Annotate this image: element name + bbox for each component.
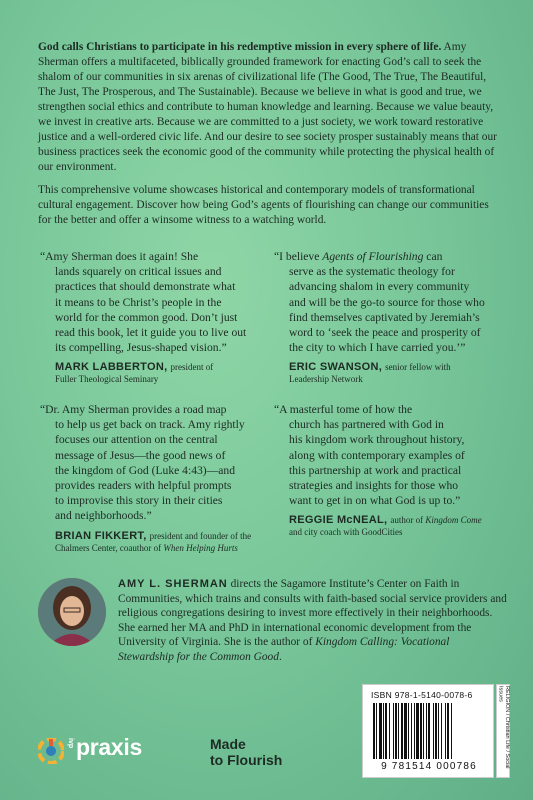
barcode-bar [383,703,384,759]
barcode-bar [408,703,409,759]
author-name: AMY L. SHERMAN [118,578,228,590]
category-note: RELIGION / Christian Life / Social Issues [497,686,510,769]
barcode-bar [376,703,377,759]
barcode-bar [447,703,449,759]
barcode-bar [428,703,430,759]
barcode-bar [398,703,399,759]
barcode-bar [435,703,437,759]
barcode-bar [404,703,407,759]
barcode-bar [411,703,412,759]
barcode-bar [389,703,390,759]
barcode-bar [379,703,382,759]
endorsement-text: “Dr. Amy Sherman provides a road map to help us get back on track. Amy rightly focuses our attention on the central message of Jesus—the good news of the kingdom of God (Luke 4:43)—and provides readers with helpful prompts to improvise this story in their cities and neighborhoods.” [40,403,245,523]
endorsement-swanson [274,249,499,385]
endorsement-labberton [40,249,265,385]
description-body: Amy Sherman offers a multifaceted, biblically grounded framework for enacting God’s call to seek the shalom of our communities in six arenas of civilizational life (The Good, The True, The Beautiful, The Just, The Prosperous, and The Sustainable). Because we believe in what is good and true, we strengthen social ethics and contribute to human knowledge and learning. Because we value beauty, we invest in creative arts. Because we are committed to a just society, we work toward restorative justice and a well-ordered civic life. And our desire to see society prosper sustainably means that our business practices seek the economic good of the community while protecting the physical health of our environment. [38,41,497,173]
endorsement-fikkert [40,402,265,554]
isbn-digits: 9 781514 000786 [381,761,477,772]
praxis-logo: praxis [76,734,142,760]
endorser-signature: MARK LABBERTON, president of Fuller Theological Seminary [55,361,214,385]
author-bio: AMY L. SHERMAN directs the Sagamore Institute’s Center on Faith in Communities, which trains and consults with faith-based social service providers and religious congregations desiring to invest more effectively in their neighborhoods. She earned her MA and PhD in international economic development from the University of Virginia. She is the author of Kingdom Calling: Vocational Stewardship for the Common Good. [118,578,507,663]
author-other-book: Kingdom Calling: Vocational Stewardship for the Common Good [118,636,450,663]
made-to-flourish-logo: Made to Flourish [210,736,283,768]
barcode-bar [393,703,394,759]
ivp-logo-icon [38,738,64,764]
endorser-signature: REGGIE McNEAL, author of Kingdom Come and city coach with GoodCities [289,514,482,538]
barcode-bar [414,703,415,759]
barcode-bar [433,703,434,759]
barcode [371,703,487,759]
barcode-bar [401,703,403,759]
endorser-signature: BRIAN FIKKERT, president and founder of the Chalmers Center, coauthor of When Helping Hurts [55,529,252,553]
barcode-bar [451,703,452,759]
barcode-bar [426,703,427,759]
barcode-bar [385,703,387,759]
barcode-bar [395,703,397,759]
endorser-name: ERIC SWANSON, [289,361,383,374]
description-paragraph [38,40,498,175]
ivp-logo-text: ivp [67,738,74,749]
barcode-bar [441,703,442,759]
isbn-barcode-box [362,684,494,778]
endorsement-text: “Amy Sherman does it again! She lands squarely on critical issues and practices that should demonstrate what it means to be Christ’s people in the world for the common good. Don’t just read this book, let it guide you to live out its compelling, Jesus-shaped vision.” [40,250,247,355]
endorser-signature: ERIC SWANSON, senior fellow with Leadership Network [289,361,451,385]
endorsement-text: “I believe Agents of Flourishing can serve as the systematic theology for advancing shalom in every community and will be the go-to source for those who find themselves captivated by Jeremiah’s word to ‘seek the peace and prosperity of the city to which I have carried you.’” [274,250,485,355]
endorsement-text: “A masterful tome of how the church has partnered with God in his kingdom work throughout history, along with contemporary examples of this partnership at work and practical strategies and insights for those who want to get in on what God is up to.” [274,403,465,508]
barcode-bar [438,703,439,759]
description-paragraph-2: This comprehensive volume showcases historical and contemporary models of transformational cultural engagement. Discover how being God’s agents of flourishing can change our communities for the better and offer a winsome witness to a watching world. [38,184,489,226]
endorser-name: BRIAN FIKKERT, [55,529,147,542]
endorsement-mcneal [274,402,499,538]
barcode-bar [445,703,446,759]
barcode-bar [416,703,419,759]
author-photo [38,578,106,646]
barcode-bar [423,703,424,759]
endorser-name: MARK LABBERTON, [55,361,168,374]
barcode-bar [373,703,375,759]
lead-sentence: God calls Christians to participate in his redemptive mission in every sphere of life. [38,41,442,53]
isbn-label: ISBN 978-1-5140-0078-6 [371,690,473,700]
barcode-bar [420,703,422,759]
endorser-name: REGGIE McNEAL, [289,514,388,527]
